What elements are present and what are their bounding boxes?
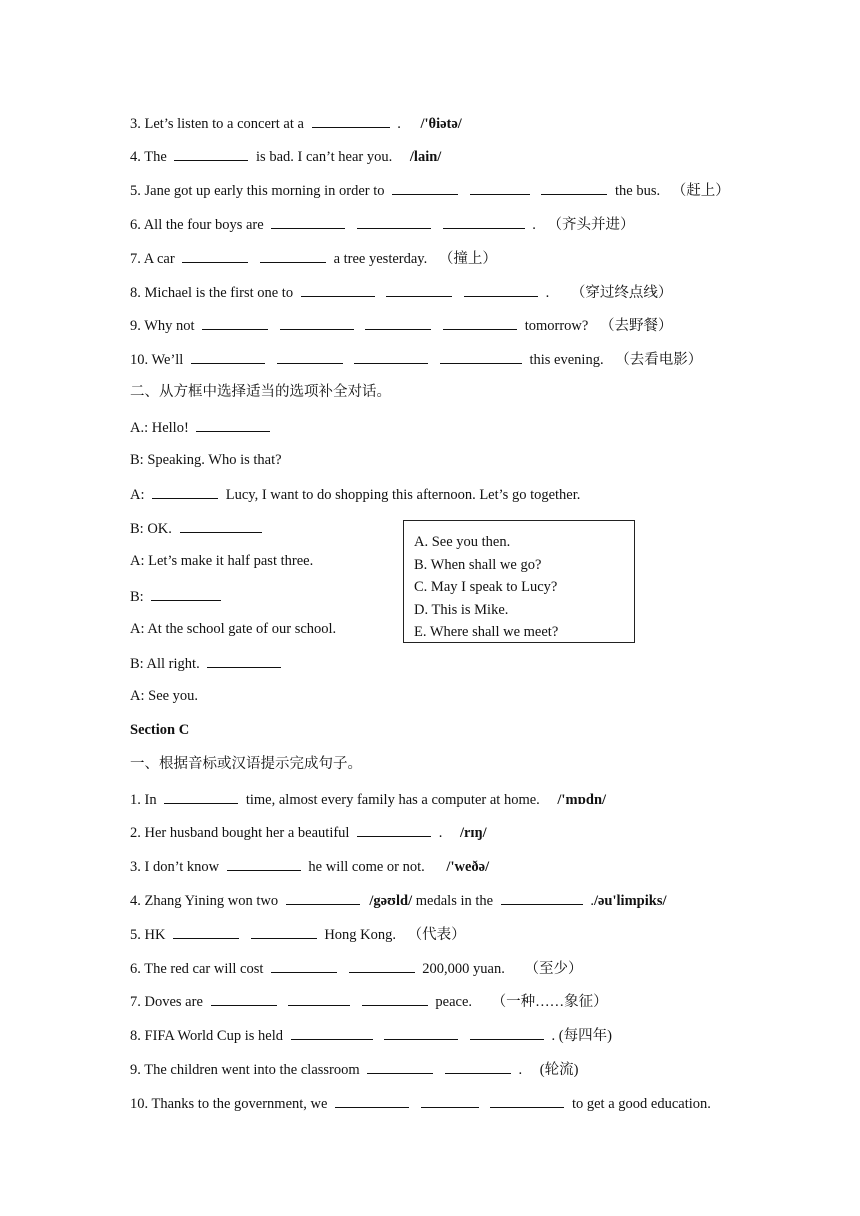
- answer-blank[interactable]: [354, 348, 428, 364]
- chinese-hint: （去野餐）: [599, 318, 673, 334]
- question-text: . (每四年): [551, 1028, 612, 1044]
- answer-blank[interactable]: [227, 855, 301, 871]
- question-text: 8. FIFA World Cup is held: [130, 1028, 283, 1044]
- question-b9: [130, 314, 672, 334]
- answer-blank[interactable]: [501, 889, 583, 905]
- dialogue-line: [130, 619, 336, 639]
- dialogue-text: Lucy, I want to do shopping this afternoon. Let’s go together.: [225, 487, 581, 503]
- question-text: .: [397, 116, 401, 132]
- question-text: 9. The children went into the classroom: [130, 1062, 360, 1078]
- question-c2: [130, 821, 487, 841]
- question-text: .: [438, 825, 443, 841]
- answer-blank[interactable]: [291, 1024, 373, 1040]
- question-b8: [130, 281, 672, 301]
- answer-blank[interactable]: [174, 145, 248, 161]
- answer-blank[interactable]: [357, 821, 431, 837]
- question-c3: [130, 855, 489, 875]
- phonetic-hint: /lain/: [409, 149, 442, 165]
- answer-blank[interactable]: [541, 179, 607, 195]
- answer-blank[interactable]: [384, 1024, 458, 1040]
- question-text: 1. In: [130, 792, 157, 808]
- dialogue-section-title: 二、从方框中选择适当的选项补全对话。: [130, 384, 391, 400]
- question-text: 10. We’ll: [130, 352, 184, 368]
- answer-blank[interactable]: [386, 281, 452, 297]
- chinese-hint: （撞上）: [438, 251, 497, 267]
- question-b7: [130, 247, 497, 267]
- dialogue-line: [130, 483, 580, 503]
- answer-blank[interactable]: [443, 213, 525, 229]
- chinese-hint: （至少）: [524, 961, 583, 977]
- option-b: B. When shall we go?: [414, 556, 542, 573]
- answer-blank[interactable]: [207, 652, 281, 668]
- answer-blank[interactable]: [286, 889, 360, 905]
- answer-blank[interactable]: [211, 990, 277, 1006]
- question-c10: [130, 1092, 711, 1112]
- answer-blank[interactable]: [182, 247, 248, 263]
- question-b5: [130, 179, 730, 199]
- dialogue-line: [130, 652, 285, 672]
- answer-blank[interactable]: [164, 788, 238, 804]
- question-text: .: [545, 285, 550, 301]
- dialogue-text: B: OK.: [130, 521, 172, 537]
- question-text: tomorrow?: [524, 318, 589, 334]
- answer-blank[interactable]: [251, 923, 317, 939]
- answer-blank[interactable]: [277, 348, 343, 364]
- question-text: 200,000 yuan.: [422, 961, 505, 977]
- answer-blank[interactable]: [196, 416, 270, 432]
- answer-blank[interactable]: [280, 314, 354, 330]
- answer-blank[interactable]: [470, 179, 530, 195]
- chinese-hint: （穿过终点线）: [570, 285, 673, 301]
- answer-blank[interactable]: [367, 1058, 433, 1074]
- question-text: .: [590, 893, 594, 909]
- phonetic-hint: /'θiətə/: [420, 116, 462, 132]
- question-text: 5. HK: [130, 927, 166, 943]
- dialogue-text: A: Let’s make it half past three.: [130, 553, 314, 569]
- dialogue-text: B: Speaking. Who is that?: [130, 452, 282, 468]
- question-text: Hong Kong.: [324, 927, 397, 943]
- question-text: 7. A car: [130, 251, 175, 267]
- answer-blank[interactable]: [173, 923, 239, 939]
- answer-blank[interactable]: [202, 314, 268, 330]
- section-c-subtitle: 一、根据音标或汉语提示完成句子。: [130, 756, 362, 772]
- option-d: D. This is Mike.: [414, 601, 509, 618]
- question-c6: [130, 957, 582, 977]
- answer-blank[interactable]: [180, 517, 262, 533]
- answer-blank[interactable]: [288, 990, 350, 1006]
- option-e: E. Where shall we meet?: [414, 624, 559, 640]
- answer-blank[interactable]: [445, 1058, 511, 1074]
- chinese-hint: （去看电影）: [615, 352, 703, 368]
- phonetic-hint: /'weðə/: [446, 859, 490, 875]
- answer-blank[interactable]: [349, 957, 415, 973]
- question-text: to get a good education.: [571, 1096, 711, 1112]
- answer-blank[interactable]: [260, 247, 326, 263]
- answer-blank[interactable]: [357, 213, 431, 229]
- chinese-hint: (轮流): [539, 1062, 579, 1078]
- question-text: medals in the: [415, 893, 494, 909]
- question-text: a tree yesterday.: [333, 251, 428, 267]
- question-text: 6. The red car will cost: [130, 961, 264, 977]
- answer-blank[interactable]: [271, 213, 345, 229]
- question-text: 2. Her husband bought her a beautiful: [130, 825, 350, 841]
- options-box: [403, 520, 635, 643]
- question-c9: [130, 1058, 578, 1078]
- phonetic-hint: /əu'limpiks/: [593, 893, 667, 909]
- dialogue-line: [130, 551, 313, 571]
- question-b4: [130, 145, 441, 165]
- question-text: 3. I don’t know: [130, 859, 220, 875]
- question-text: 10. Thanks to the government, we: [130, 1096, 328, 1112]
- option-a: A. See you then.: [414, 534, 511, 550]
- answer-blank[interactable]: [191, 348, 265, 364]
- question-text: .: [518, 1062, 523, 1078]
- answer-blank[interactable]: [421, 1092, 479, 1108]
- answer-blank[interactable]: [152, 483, 218, 499]
- question-b3: [130, 112, 462, 132]
- dialogue-line: [130, 450, 282, 470]
- answer-blank[interactable]: [470, 1024, 544, 1040]
- question-text: 6. All the four boys are: [130, 217, 264, 233]
- answer-blank[interactable]: [443, 314, 517, 330]
- question-text: this evening.: [529, 352, 604, 368]
- section-c-heading: Section C: [130, 722, 190, 738]
- question-text: is bad. I can’t hear you.: [256, 149, 393, 165]
- phonetic-hint: /gəʊld/: [369, 893, 413, 909]
- chinese-hint: （一种……象征）: [491, 994, 608, 1010]
- answer-blank[interactable]: [362, 990, 428, 1006]
- phonetic-hint: /'mɒdn/: [557, 792, 607, 808]
- chinese-hint: （赶上）: [671, 183, 730, 199]
- question-c7: [130, 990, 608, 1010]
- answer-blank[interactable]: [312, 112, 390, 128]
- question-c8: [130, 1024, 612, 1044]
- question-text: 4. Zhang Yining won two: [130, 893, 279, 909]
- question-b10: [130, 348, 702, 368]
- answer-blank[interactable]: [151, 585, 221, 601]
- answer-blank[interactable]: [392, 179, 458, 195]
- question-text: 3. Let’s listen to a concert at a: [130, 116, 304, 132]
- question-c4: [130, 889, 667, 909]
- answer-blank[interactable]: [271, 957, 337, 973]
- dialogue-text: B:: [130, 589, 144, 605]
- question-text: time, almost every family has a computer at home.: [245, 792, 540, 808]
- question-b6: [130, 213, 634, 233]
- question-text: .: [532, 217, 536, 233]
- question-text: 5. Jane got up early this morning in order to: [130, 183, 385, 199]
- question-text: 9. Why not: [130, 318, 195, 334]
- chinese-hint: （代表）: [407, 927, 466, 943]
- answer-blank[interactable]: [365, 314, 431, 330]
- dialogue-text: B: All right.: [130, 656, 200, 672]
- dialogue-line: [130, 585, 225, 605]
- dialogue-text: A: At the school gate of our school.: [130, 621, 337, 637]
- chinese-hint: （齐头并进）: [547, 217, 635, 233]
- dialogue-line: [130, 416, 274, 436]
- answer-blank[interactable]: [464, 281, 538, 297]
- dialogue-text: A: See you.: [130, 688, 199, 704]
- question-text: he will come or not.: [308, 859, 425, 875]
- answer-blank[interactable]: [335, 1092, 409, 1108]
- question-c1: [130, 788, 606, 808]
- answer-blank[interactable]: [490, 1092, 564, 1108]
- question-text: 4. The: [130, 149, 167, 165]
- answer-blank[interactable]: [440, 348, 522, 364]
- question-c5: [130, 923, 466, 943]
- question-text: 8. Michael is the first one to: [130, 285, 294, 301]
- phonetic-hint: /rɪŋ/: [459, 825, 487, 841]
- dialogue-text: A.: Hello!: [130, 420, 189, 436]
- question-text: 7. Doves are: [130, 994, 203, 1010]
- question-text: peace.: [435, 994, 473, 1010]
- question-text: the bus.: [615, 183, 661, 199]
- dialogue-line: [130, 686, 198, 706]
- dialogue-line: [130, 517, 266, 537]
- dialogue-text: A:: [130, 487, 145, 503]
- answer-blank[interactable]: [301, 281, 375, 297]
- option-c: C. May I speak to Lucy?: [414, 579, 558, 595]
